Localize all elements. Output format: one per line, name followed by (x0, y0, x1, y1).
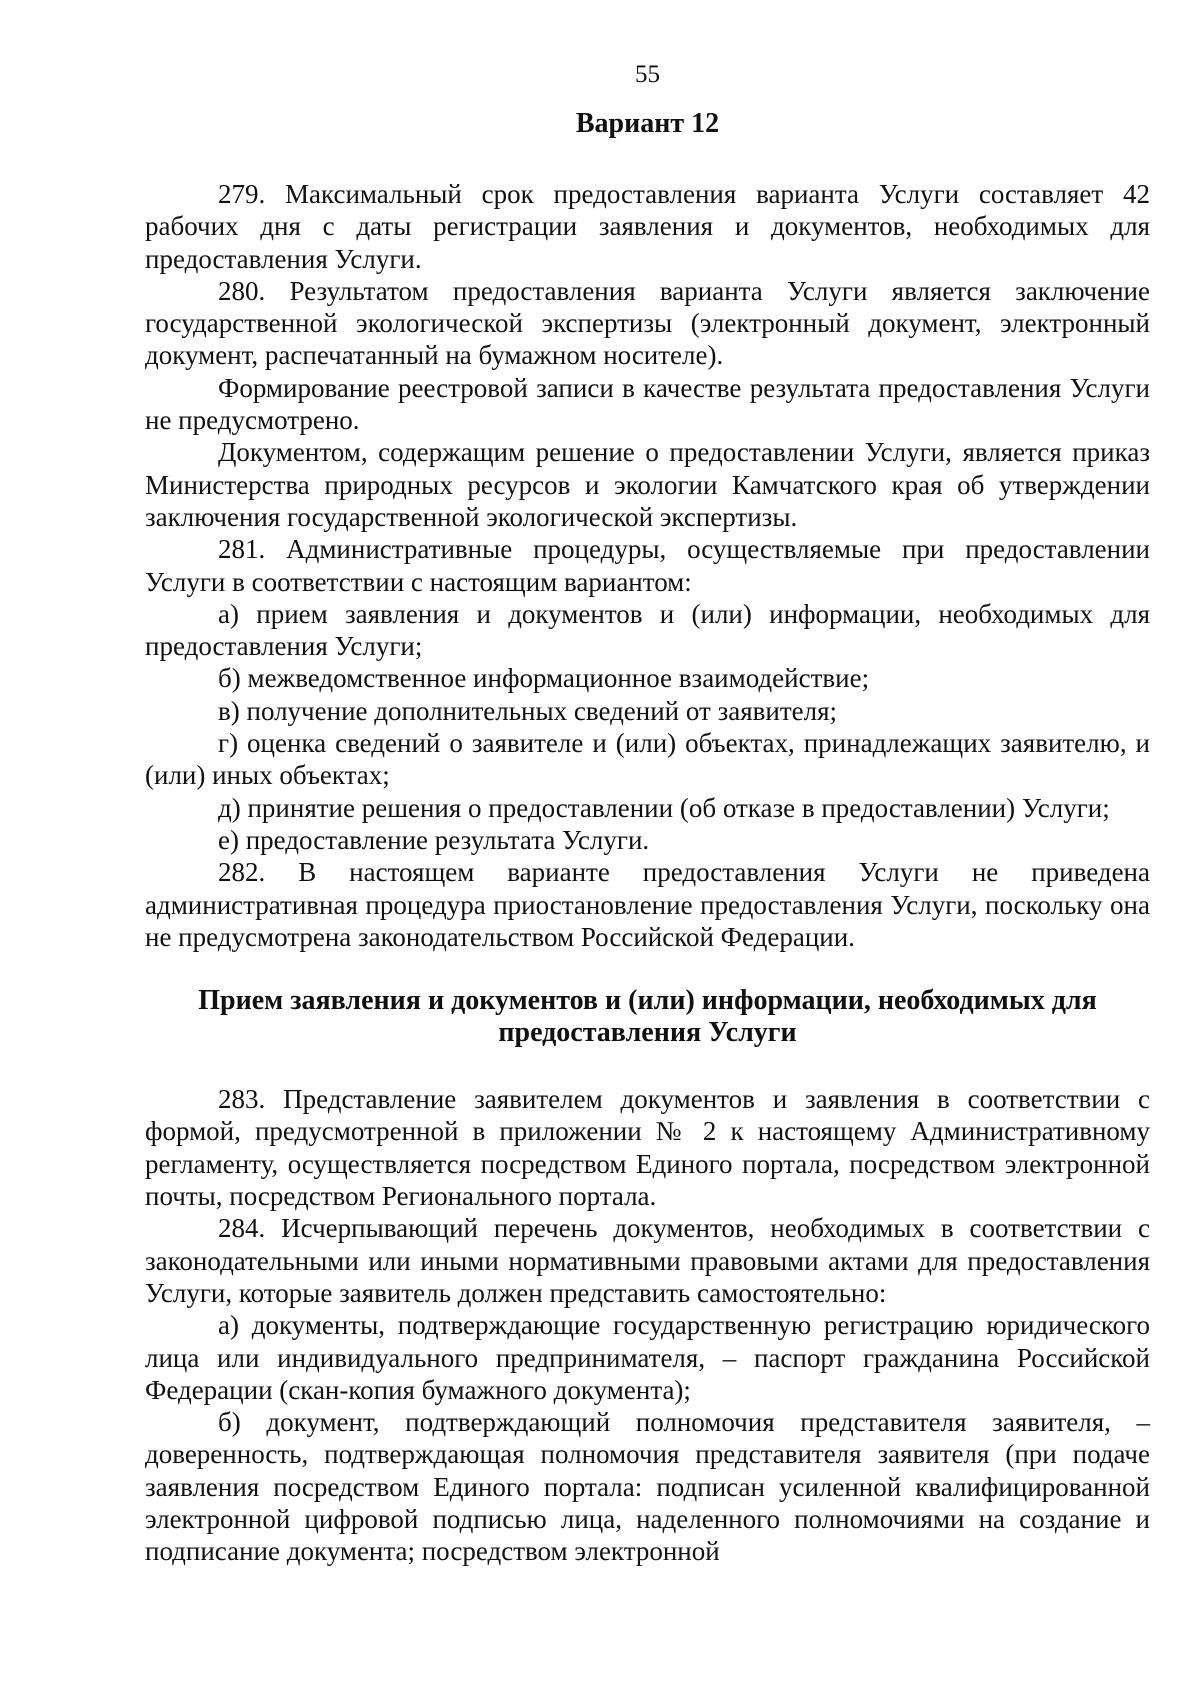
list-item-v: в) получение дополнительных сведений от заявителя; (218, 695, 838, 726)
paragraph-284: 284. Исчерпывающий перечень документов, необходимых в соответствии с законодательными или иными нормативными правовыми актами для предоставления Услуги, которые заявитель должен представить самостоятельно: (145, 1213, 1150, 1308)
variant-heading: Вариант 12 (575, 108, 720, 139)
document-page (145, 60, 1150, 1568)
paragraph-279: 279. Максимальный срок предоставления варианта Услуги составляет 42 рабочих дня с даты регистрации заявления и документов, необходимых для предоставления Услуги. (145, 179, 1150, 274)
list-item-b-authority: б) документ, подтверждающий полномочия представителя заявителя, – доверенность, подтверждающая полномочия представителя заявителя (при подаче заявления посредством Единого портала: подписан усиленной квалифицированной электронной цифровой подписью лица, наделенного полномочиями на создание и подписание документа; посредством электронной (145, 1407, 1150, 1567)
page-number: 55 (635, 61, 660, 88)
paragraph-registry-record: Формирование реестровой записи в качестве результата предоставления Услуги не предусмотрено. (145, 372, 1150, 436)
paragraph-283: 283. Представление заявителем документов и заявления в соответствии с формой, предусмотренной в приложении № 2 к настоящему Административному регламенту, осуществляется посредством Единого портала, посредством электронной почты, посредством Регионального портала. (145, 1084, 1150, 1212)
list-item-e: е) предоставление результата Услуги. (218, 824, 650, 855)
top-paragraphs (145, 178, 1150, 953)
list-item-a: а) прием заявления и документов и (или) информации, необходимых для предоставления Услуги; (145, 598, 1150, 662)
bottom-paragraphs (145, 1083, 1150, 1567)
list-item-d: д) принятие решения о предоставлении (об отказе в предоставлении) Услуги; (218, 792, 1110, 823)
section-heading-line2: предоставления Услуги (498, 1017, 797, 1049)
section-heading (145, 985, 1150, 1049)
list-item-a-documents: а) документы, подтверждающие государственную регистрацию юридического лица или индивидуального предпринимателя, – паспорт гражданина Российской Федерации (скан-копия бумажного документа); (145, 1310, 1150, 1405)
section-heading-line1: Прием заявления и документов и (или) информации, необходимых для (198, 985, 1097, 1017)
list-item-b: б) межведомственное информационное взаимодействие; (218, 663, 870, 694)
paragraph-280: 280. Результатом предоставления варианта Услуги является заключение государственной экологической экспертизы (электронный документ, электронный документ, распечатанный на бумажном носителе). (145, 275, 1150, 371)
list-item-g: г) оценка сведений о заявителе и (или) объектах, принадлежащих заявителю, и (или) иных объектах; (145, 728, 1150, 791)
paragraph-282: 282. В настоящем варианте предоставления Услуги не приведена административная процедура приостановление предоставления Услуги, поскольку она не предусмотрена законодательством Российской Федерации. (145, 857, 1150, 952)
paragraph-281: 281. Административные процедуры, осуществляемые при предоставлении Услуги в соответствии с настоящим вариантом: (145, 534, 1150, 597)
paragraph-decision-document: Документом, содержащим решение о предоставлении Услуги, является приказ Министерства природных ресурсов и экологии Камчатского края об утверждении заключения государственной экологической экспертизы. (145, 437, 1150, 532)
